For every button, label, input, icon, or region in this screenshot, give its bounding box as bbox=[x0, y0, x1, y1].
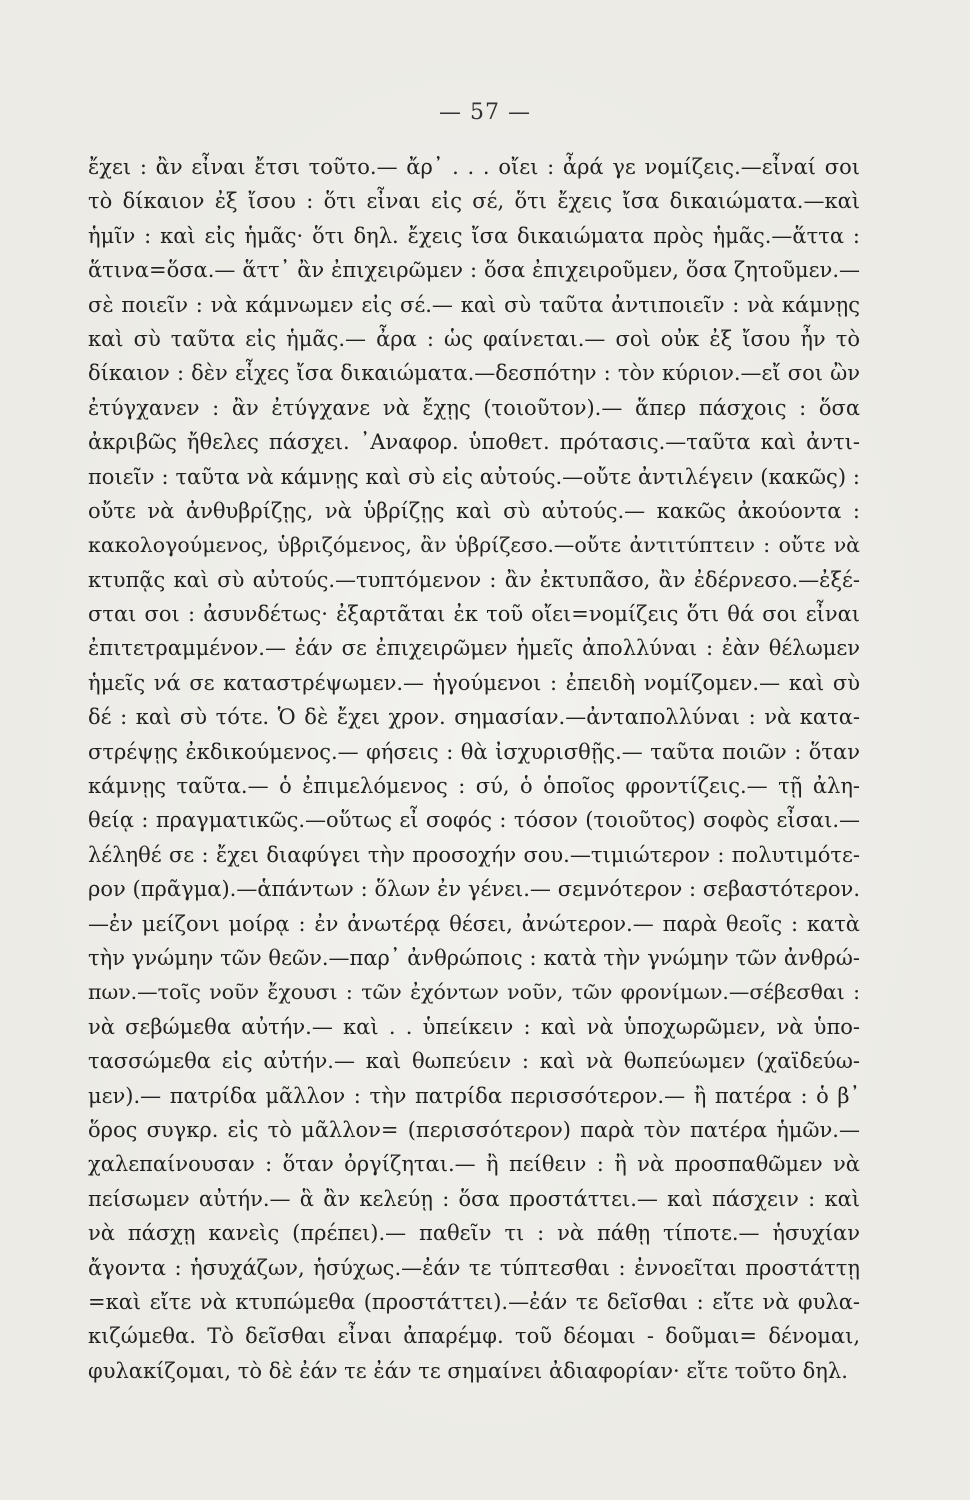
text-line: =καὶ εἴτε νὰ κτυπώμεθα (προστάττει).—ἐάν τε δεῖσθαι : εἴτε νὰ φυλα- bbox=[88, 1289, 860, 1314]
text-line: μεν).— πατρίδα μᾶλλον : τὴν πατρίδα περισσότερον.— ἢ πατέρα : ὁ β᾽ bbox=[88, 1083, 860, 1108]
text-line: σται σοι : ἀσυνδέτως· ἐξαρτᾶται ἐκ τοῦ οἴει=νομίζεις ὅτι θά σοι εἶναι bbox=[88, 602, 860, 627]
text-line: θείᾳ : πραγματικῶς.—οὕτως εἶ σοφός : τόσον (τοιοῦτος) σοφὸς εἶσαι.— bbox=[88, 808, 860, 833]
text-line: ἅτινα=ὅσα.— ἅττ᾽ ἂν ἐπιχειρῶμεν : ὅσα ἐπιχειροῦμεν, ὅσα ζητοῦμεν.— bbox=[88, 258, 860, 283]
commentary-text bbox=[88, 150, 860, 1388]
text-line: ρον (πρᾶγμα).—ἁπάντων : ὅλων ἐν γένει.— σεμνότερον : σεβαστότερον. bbox=[88, 877, 860, 902]
text-line: ποιεῖν : ταῦτα νὰ κάμνῃς καὶ σὺ εἰς αὐτούς.—οὔτε ἀντιλέγειν (κακῶς) : bbox=[88, 464, 860, 489]
text-line: τασσώμεθα εἰς αὐτήν.— καὶ θωπεύειν : καὶ νὰ θωπεύωμεν (χαϊδεύω- bbox=[88, 1049, 860, 1074]
text-line: δέ : καὶ σὺ τότε. Ὁ δὲ ἔχει χρον. σημασίαν.—ἀνταπολλύναι : νὰ κατα- bbox=[88, 705, 860, 730]
text-line: χαλεπαίνουσαν : ὅταν ὀργίζηται.— ἢ πείθειν : ἢ νὰ προσπαθῶμεν νὰ bbox=[88, 1152, 860, 1177]
text-line: πων.—τοῖς νοῦν ἔχουσι : τῶν ἐχόντων νοῦν, τῶν φρονίμων.—σέβεσθαι : bbox=[88, 980, 860, 1005]
text-line: νὰ σεβώμεθα αὐτήν.— καὶ . . ὑπείκειν : καὶ νὰ ὑποχωρῶμεν, νὰ ὑπο- bbox=[88, 1014, 860, 1039]
text-line: κιζώμεθα. Τὸ δεῖσθαι εἶναι ἀπαρέμφ. τοῦ δέομαι - δοῦμαι= δένομαι, bbox=[88, 1324, 860, 1349]
text-line: σὲ ποιεῖν : νὰ κάμνωμεν εἰς σέ.— καὶ σὺ ταῦτα ἀντιποιεῖν : νὰ κάμνῃς bbox=[88, 292, 860, 317]
text-line: νὰ πάσχῃ κανεὶς (πρέπει).— παθεῖν τι : νὰ πάθῃ τίποτε.— ἡσυχίαν bbox=[88, 1221, 860, 1246]
text-line: κτυπᾷς καὶ σὺ αὐτούς.—τυπτόμενον : ἂν ἐκτυπᾶσο, ἂν ἐδέρνεσο.—ἐξέ- bbox=[88, 567, 860, 592]
text-line: κακολογούμενος, ὑβριζόμενος, ἂν ὑβρίζεσο.—οὔτε ἀντιτύπτειν : οὔτε νὰ bbox=[88, 533, 860, 558]
text-line: καὶ σὺ ταῦτα εἰς ἡμᾶς.— ἆρα : ὡς φαίνεται.— σοὶ οὐκ ἐξ ἴσου ἦν τὸ bbox=[88, 326, 860, 351]
text-line: κάμνῃς ταῦτα.— ὁ ἐπιμελόμενος : σύ, ὁ ὁποῖος φροντίζεις.— τῇ ἀλη- bbox=[88, 774, 860, 799]
text-line: ἐτύγχανεν : ἂν ἐτύγχανε νὰ ἔχῃς (τοιοῦτον).— ἅπερ πάσχοις : ὅσα bbox=[88, 395, 860, 420]
text-line: στρέψῃς ἐκδικούμενος.— φήσεις : θὰ ἰσχυρισθῇς.— ταῦτα ποιῶν : ὅταν bbox=[88, 739, 860, 764]
text-line: ὅρος συγκρ. εἰς τὸ μᾶλλον= (περισσότερον) παρὰ τὸν πατέρα ἡμῶν.— bbox=[88, 1117, 860, 1142]
text-line: πείσωμεν αὐτήν.— ἃ ἂν κελεύῃ : ὅσα προστάττει.— καὶ πάσχειν : καὶ bbox=[88, 1186, 860, 1211]
text-line: δίκαιον : δὲν εἶχες ἴσα δικαιώματα.—δεσπότην : τὸν κύριον.—εἴ σοι ὢν bbox=[88, 361, 860, 386]
text-line: οὔτε νὰ ἀνθυβρίζῃς, νὰ ὑβρίζῃς καὶ σὺ αὐτούς.— κακῶς ἀκούοντα : bbox=[88, 498, 860, 523]
text-line: τὸ δίκαιον ἐξ ἴσου : ὅτι εἶναι εἰς σέ, ὅτι ἔχεις ἴσα δικαιώματα.—καὶ bbox=[88, 189, 860, 214]
text-line: ἀκριβῶς ἤθελες πάσχει. ᾽Αναφορ. ὑποθετ. πρότασις.—ταῦτα καὶ ἀντι- bbox=[88, 430, 860, 455]
text-line: ἔχει : ἂν εἶναι ἔτσι τοῦτο.— ἄρ᾽ . . . οἴει : ἆρά γε νομίζεις.—εἶναί σοι bbox=[88, 155, 860, 179]
text-line: ἐπιτετραμμένον.— ἐάν σε ἐπιχειρῶμεν ἡμεῖς ἀπολλύναι : ἐὰν θέλωμεν bbox=[88, 636, 860, 661]
text-line: ἡμῖν : καὶ εἰς ἡμᾶς· ὅτι δηλ. ἔχεις ἴσα δικαιώματα πρὸς ἡμᾶς.—ἅττα : bbox=[88, 223, 860, 248]
text-line: —ἐν μείζονι μοίρᾳ : ἐν ἀνωτέρᾳ θέσει, ἀνώτερον.— παρὰ θεοῖς : κατὰ bbox=[88, 911, 860, 936]
text-line: λέληθέ σε : ἔχει διαφύγει τὴν προσοχήν σου.—τιμιώτερον : πολυτιμότε- bbox=[88, 842, 860, 867]
text-line: ἡμεῖς νά σε καταστρέψωμεν.— ἡγούμενοι : ἐπειδὴ νομίζομεν.— καὶ σὺ bbox=[88, 670, 860, 695]
page-number: — 57 — bbox=[439, 100, 531, 125]
text-line: φυλακίζομαι, τὸ δὲ ἐάν τε ἐάν τε σημαίνει ἀδιαφορίαν· εἴτε τοῦτο δηλ. bbox=[88, 1358, 848, 1383]
text-line: τὴν γνώμην τῶν θεῶν.—παρ᾽ ἀνθρώποις : κατὰ τὴν γνώμην τῶν ἀνθρώ- bbox=[88, 945, 860, 970]
text-line: ἄγοντα : ἡσυχάζων, ἡσύχως.—ἐάν τε τύπτεσθαι : ἐννοεῖται προστάττῃ bbox=[88, 1255, 860, 1280]
